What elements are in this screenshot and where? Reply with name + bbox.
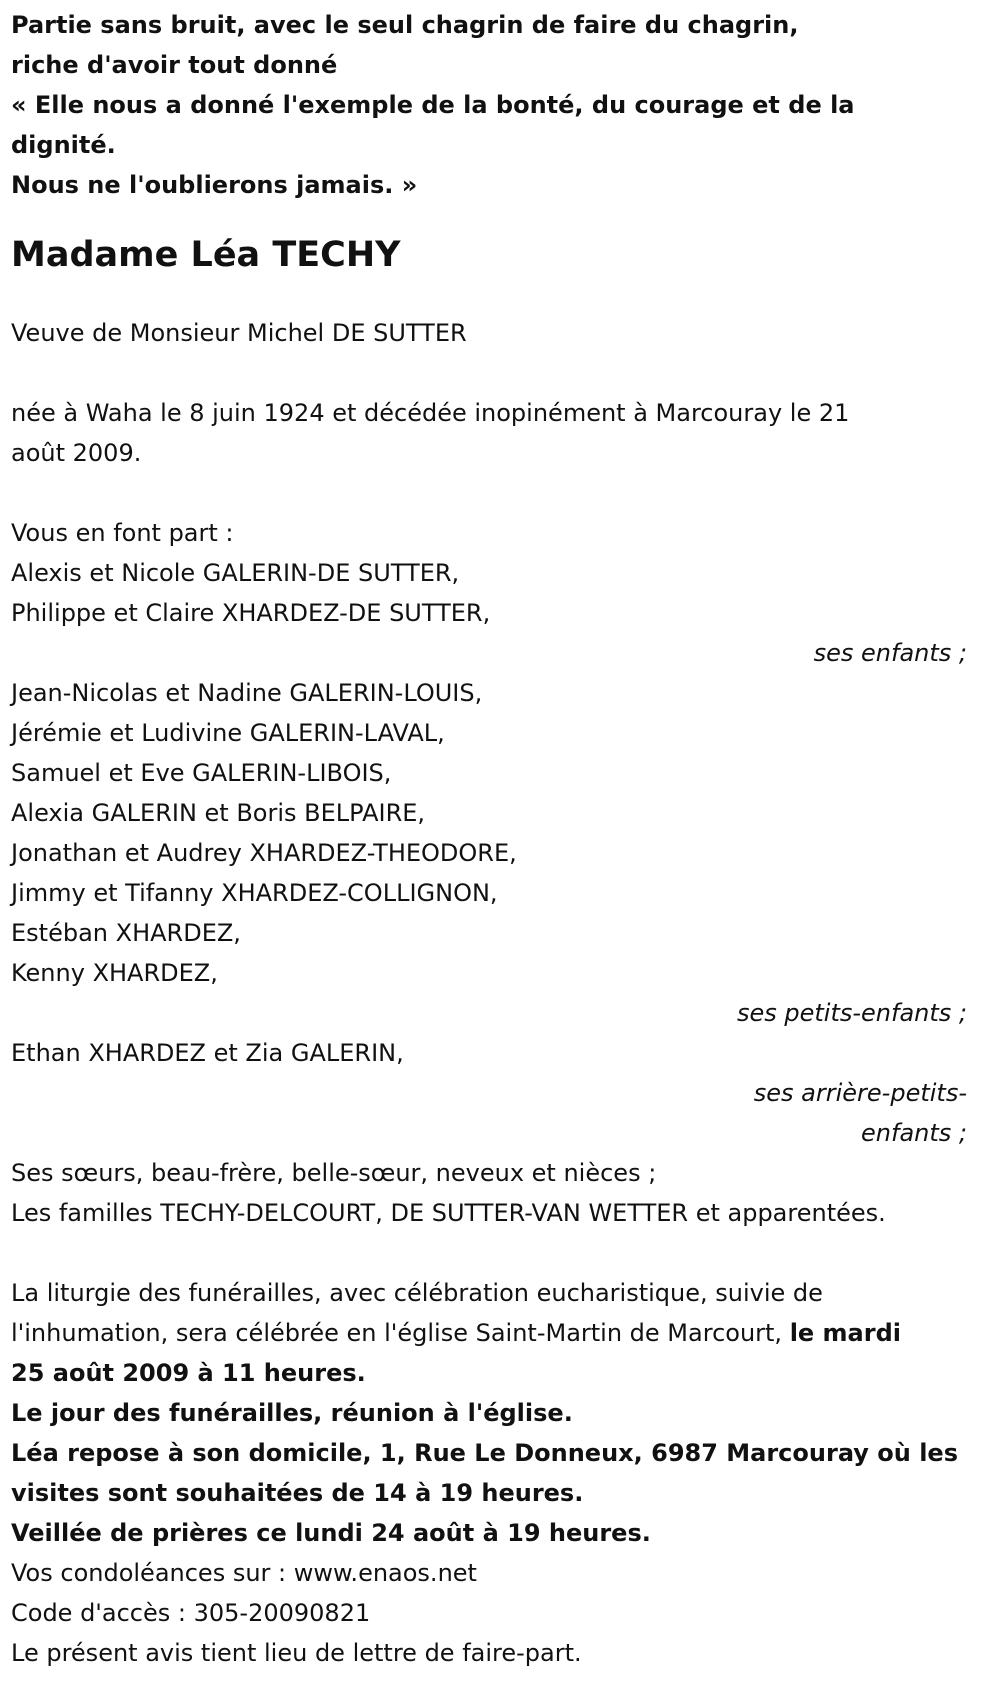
condolences-line: Vos condoléances sur : www.enaos.net (11, 1559, 477, 1587)
deceased-name: Madame Léa TECHY (11, 235, 401, 275)
grandchild-item: Jonathan et Audrey XHARDEZ-THEODORE, (11, 839, 517, 867)
notice-note: Le présent avis tient lieu de lettre de faire-part. (11, 1639, 582, 1667)
grandchild-item: Jimmy et Tifanny XHARDEZ-COLLIGNON, (11, 879, 498, 907)
funeral-line-4: Le jour des funérailles, réunion à l'église. (11, 1399, 573, 1427)
funeral-line-3: 25 août 2009 à 11 heures. (11, 1359, 366, 1387)
grandchild-item: Jean-Nicolas et Nadine GALERIN-LOUIS, (11, 679, 483, 707)
birth-line-2: août 2009. (11, 439, 142, 467)
grandchildren-label: ses petits-enfants ; (736, 999, 967, 1027)
great-grandchild-item: Ethan XHARDEZ et Zia GALERIN, (11, 1039, 404, 1067)
child-item: Philippe et Claire XHARDEZ-DE SUTTER, (11, 599, 491, 627)
header-line-1: Partie sans bruit, avec le seul chagrin de faire du chagrin, (11, 11, 799, 39)
funeral-line-6: visites sont souhaitées de 14 à 19 heures. (11, 1479, 584, 1507)
funeral-line-2-text: l'inhumation, sera célébrée en l'église Saint-Martin de Marcourt, (11, 1319, 790, 1347)
family-line-1: Ses sœurs, beau-frère, belle-sœur, neveux et nièces ; (11, 1159, 657, 1187)
quote-line-1: « Elle nous a donné l'exemple de la bonté, du courage et de la (11, 91, 855, 119)
funeral-date-start: le mardi (789, 1319, 901, 1347)
great-grandchildren-label-2: enfants ; (861, 1119, 967, 1147)
access-code-line: Code d'accès : 305-20090821 (11, 1599, 371, 1627)
family-line-2: Les familles TECHY-DELCOURT, DE SUTTER-VAN WETTER et apparentées. (11, 1199, 886, 1227)
birth-line-1: née à Waha le 8 juin 1924 et décédée inopinément à Marcouray le 21 (11, 399, 850, 427)
funeral-line-7: Veillée de prières ce lundi 24 août à 19 heures. (11, 1519, 651, 1547)
grandchild-item: Estéban XHARDEZ, (11, 919, 241, 947)
children-label: ses enfants ; (813, 639, 967, 667)
great-grandchildren-label-1: ses arrière-petits- (753, 1079, 967, 1107)
funeral-line-2 (11, 1313, 967, 1353)
funeral-line-1: La liturgie des funérailles, avec célébration eucharistique, suivie de (11, 1279, 823, 1307)
child-item: Alexis et Nicole GALERIN-DE SUTTER, (11, 559, 460, 587)
funeral-line-5: Léa repose à son domicile, 1, Rue Le Donneux, 6987 Marcouray où les (11, 1439, 958, 1467)
grandchild-item: Samuel et Eve GALERIN-LIBOIS, (11, 759, 392, 787)
quote-line-3: Nous ne l'oublierons jamais. » (11, 171, 418, 199)
header-line-2: riche d'avoir tout donné (11, 51, 338, 79)
widow-line: Veuve de Monsieur Michel DE SUTTER (11, 319, 467, 347)
quote-line-2: dignité. (11, 131, 116, 159)
grandchild-item: Alexia GALERIN et Boris BELPAIRE, (11, 799, 426, 827)
grandchild-item: Jérémie et Ludivine GALERIN-LAVAL, (11, 719, 445, 747)
grandchild-item: Kenny XHARDEZ, (11, 959, 218, 987)
announce-line: Vous en font part : (11, 519, 234, 547)
